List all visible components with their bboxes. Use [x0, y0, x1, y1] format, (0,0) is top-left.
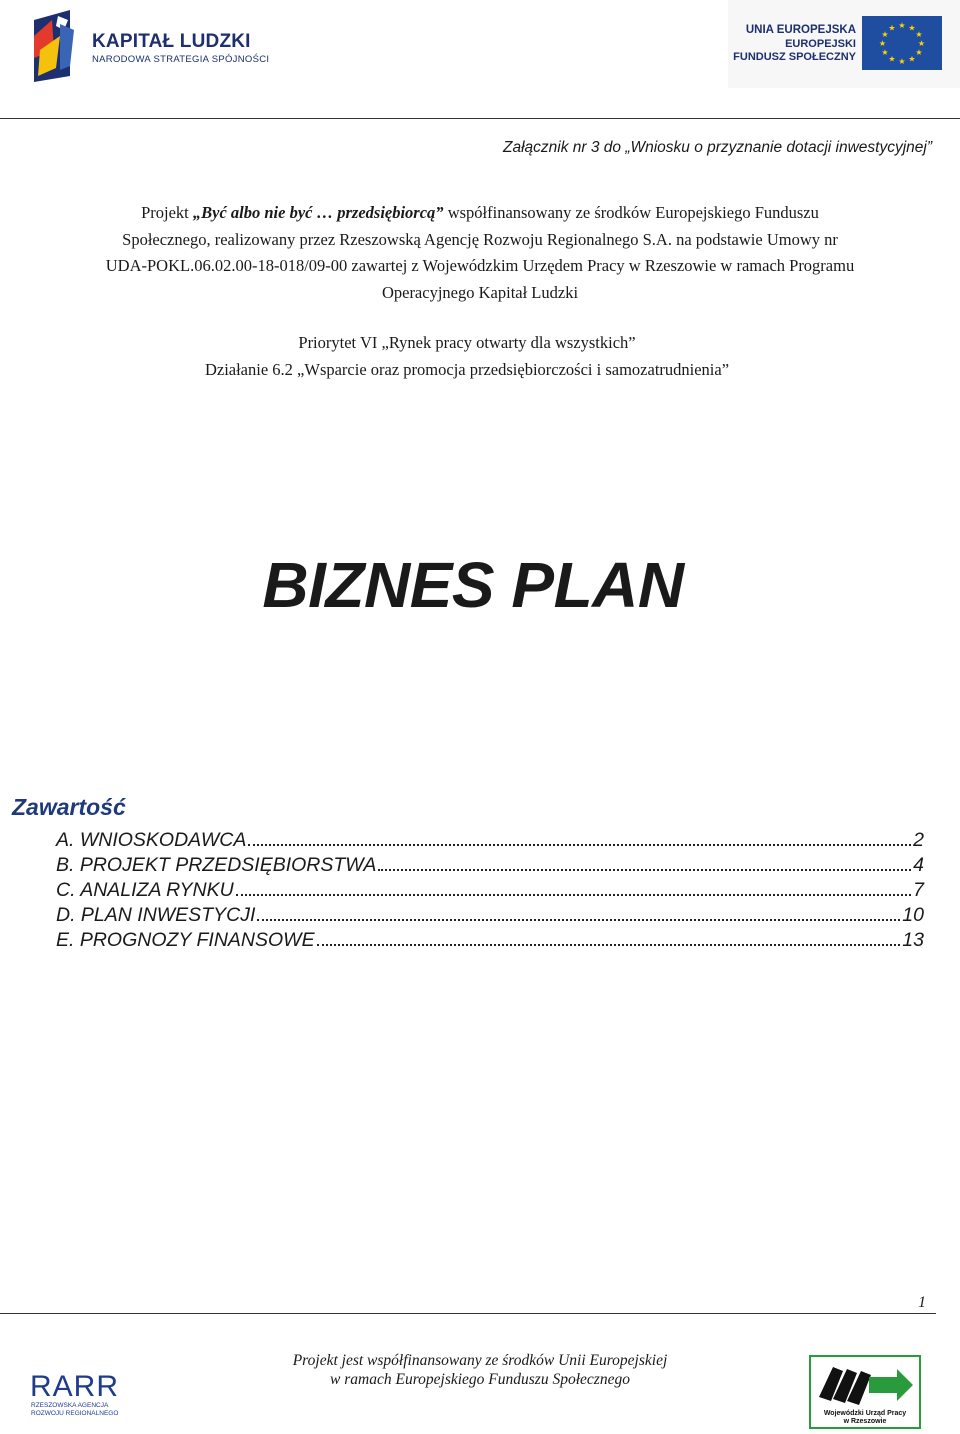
toc-heading: Zawartość: [12, 794, 126, 820]
toc-entry[interactable]: [56, 904, 924, 929]
priority-block: [0, 330, 934, 383]
toc-entry[interactable]: [56, 879, 924, 904]
svg-text:★: ★: [888, 23, 896, 33]
kapital-ludzki-emblem-icon: [30, 6, 90, 86]
project-line3: UDA-POKL.06.02.00-18-018/09-00 zawartej z Wojewódzkim Urzędem Pracy w Rzeszowie w ramach Programu: [105, 256, 855, 275]
rarr-logo: RARR: [30, 1370, 120, 1403]
toc-entry-page: 2: [913, 829, 924, 851]
toc-entry-label: E. PROGNOZY FINANSOWE: [56, 929, 315, 951]
eu-logo-line2: EUROPEJSKI: [785, 38, 856, 50]
toc-entry-page: 10: [902, 904, 924, 926]
rarr-logo-subtitle: [31, 1402, 118, 1417]
rarr-sub-line2: ROZWOJU REGIONALNEGO: [31, 1409, 119, 1417]
page-number: 1: [918, 1294, 926, 1311]
table-of-contents: [56, 829, 924, 954]
toc-leader-dots: [257, 919, 900, 921]
eu-logo-line3: FUNDUSZ SPOŁECZNY: [733, 51, 856, 63]
svg-text:★: ★: [908, 54, 916, 64]
toc-leader-dots: [317, 944, 901, 946]
toc-entry[interactable]: [56, 854, 924, 879]
toc-entry-page: 4: [913, 854, 924, 876]
toc-leader-dots: [236, 894, 911, 896]
svg-text:★: ★: [898, 21, 906, 30]
wup-emblem-icon: [811, 1357, 919, 1409]
wup-line1: Wojewódzki Urząd Pracy: [823, 1410, 907, 1417]
wup-logo-text: [811, 1410, 919, 1426]
project-prefix: Projekt: [141, 203, 193, 222]
svg-text:★: ★: [888, 54, 896, 64]
svg-text:★: ★: [881, 30, 889, 39]
toc-entry-label: C. ANALIZA RYNKU: [56, 879, 234, 901]
toc-entry-page: 7: [913, 879, 924, 901]
toc-leader-dots: [248, 844, 911, 846]
svg-text:★: ★: [917, 39, 926, 48]
footer-divider: [0, 1313, 936, 1314]
project-line2: Społecznego, realizowany przez Rzeszowską Agencję Rozwoju Regionalnego S.A. na podstawie Umowy nr: [122, 229, 838, 249]
eu-flag-icon: [862, 16, 942, 70]
svg-text:★: ★: [878, 39, 887, 48]
toc-entry-label: B. PROJEKT PRZEDSIĘBIORSTWA: [56, 854, 377, 876]
priority-line: Priorytet VI „Rynek pracy otwarty dla wszystkich”: [298, 333, 636, 352]
action-line: Działanie 6.2 „Wsparcie oraz promocja przedsiębiorczości i samozatrudnienia”: [204, 359, 730, 379]
project-line1-rest: współfinansowany ze środków Europejskiego Funduszu: [443, 203, 819, 222]
footer-line2: w ramach Europejskiego Funduszu Społecznego: [330, 1371, 630, 1388]
header-divider: [0, 118, 960, 119]
eu-logo-line1: UNIA EUROPEJSKA: [745, 24, 856, 36]
svg-text:★: ★: [908, 23, 916, 33]
toc-leader-dots: [378, 869, 911, 871]
document-title: BIZNES PLAN: [262, 549, 684, 621]
footer-funding-note: [230, 1351, 730, 1389]
toc-entry[interactable]: [56, 929, 924, 954]
attachment-note: Załącznik nr 3 do „Wniosku o przyznanie dotacji inwestycyjnej”: [502, 139, 932, 156]
kapital-ludzki-title: KAPITAŁ LUDZKI: [92, 31, 251, 52]
rarr-sub-line1: RZESZOWSKA AGENCJA: [31, 1402, 109, 1409]
project-name: „Być albo nie być … przedsiębiorcą”: [192, 203, 444, 222]
project-line4: Operacyjnego Kapitał Ludzki: [381, 282, 579, 302]
kapital-ludzki-subtitle: NARODOWA STRATEGIA SPÓJNOŚCI: [92, 54, 270, 65]
svg-text:★: ★: [915, 30, 923, 39]
toc-entry-label: D. PLAN INWESTYCJI: [56, 904, 256, 926]
svg-text:★: ★: [881, 48, 889, 57]
toc-entry-page: 13: [902, 929, 924, 951]
svg-text:★: ★: [915, 48, 923, 57]
project-description: [14, 200, 946, 306]
toc-entry[interactable]: [56, 829, 924, 854]
footer-line1: Projekt jest współfinansowany ze środków Unii Europejskiej: [292, 1352, 668, 1369]
project-line1: [14, 200, 946, 227]
svg-text:★: ★: [898, 57, 906, 66]
toc-entry-label: A. WNIOSKODAWCA: [56, 829, 247, 851]
wup-line2: w Rzeszowie: [843, 1418, 887, 1425]
